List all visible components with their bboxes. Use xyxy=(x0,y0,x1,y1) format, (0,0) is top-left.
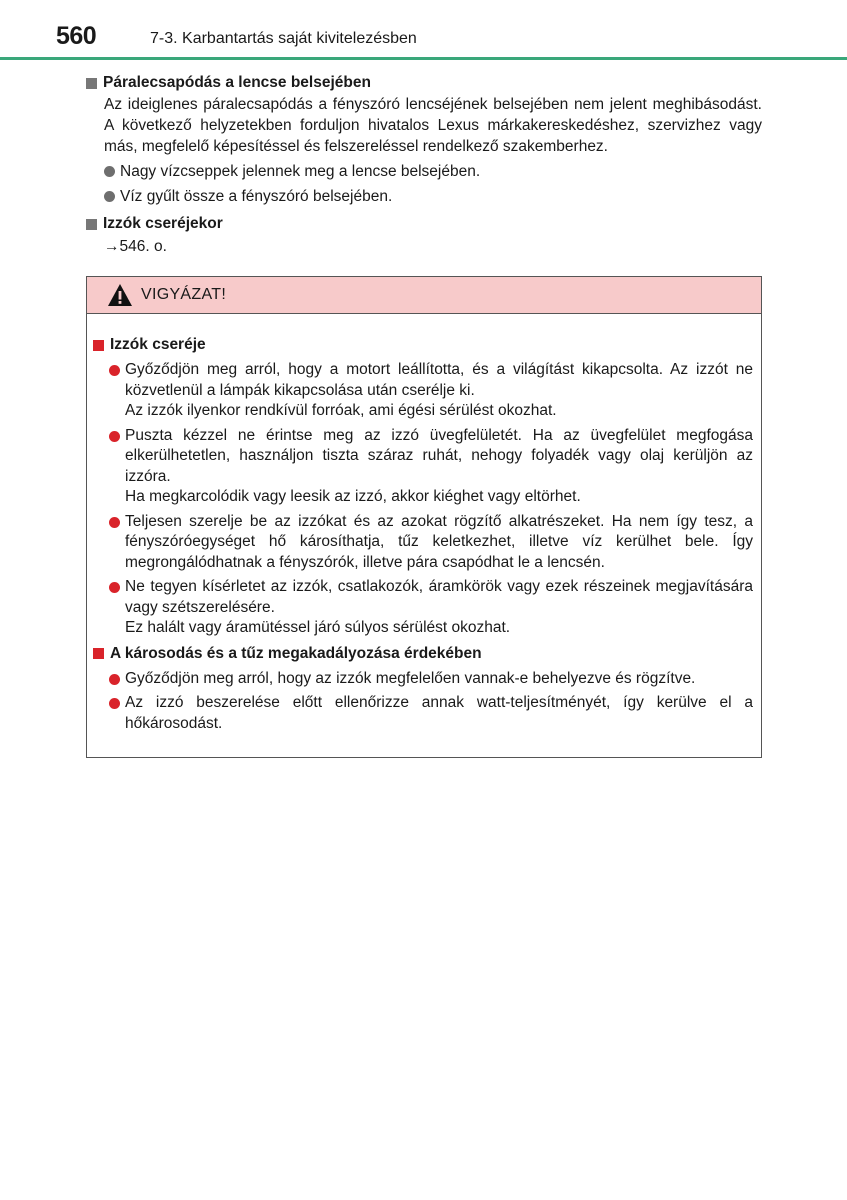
section-title: Páralecsapódás a lencse belsejében xyxy=(103,74,371,91)
red-circle-bullet-icon xyxy=(109,431,120,442)
section-title: Izzók cseréjekor xyxy=(103,215,223,232)
warning-title: VIGYÁZAT! xyxy=(141,286,227,303)
warning-item-note: Az izzók ilyenkor rendkívül forróak, ami égési sérülést okozhat. xyxy=(125,402,557,419)
warning-item xyxy=(109,512,753,574)
warning-section-heading xyxy=(93,334,753,356)
warning-header xyxy=(87,277,761,314)
warning-item xyxy=(109,426,753,508)
warning-item xyxy=(109,693,753,734)
warning-section-title: A károsodás és a tűz megakadályozása érdekében xyxy=(110,644,482,662)
warning-item-text: Az izzó beszerelése előtt ellenőrizze annak watt-teljesítményét, így kerülve el a hőkárosodást. xyxy=(125,694,753,732)
warning-box xyxy=(86,276,762,758)
main-content xyxy=(86,70,762,259)
warning-triangle-icon xyxy=(107,283,133,307)
warning-body xyxy=(87,314,761,734)
section-heading xyxy=(86,213,762,235)
warning-item-text: Puszta kézzel ne érintse meg az izzó üvegfelületét. Ha az üvegfelület megfogása elkerülhetetlen, használjon tiszta száraz ruhát, nehogy folyadék vagy olaj kerüljön az izzóra. xyxy=(125,426,753,485)
warning-item xyxy=(109,669,753,690)
warning-item-text: Győződjön meg arról, hogy az izzók megfelelően vannak-e behelyezve és rögzítve. xyxy=(125,669,696,687)
red-circle-bullet-icon xyxy=(109,674,120,685)
red-circle-bullet-icon xyxy=(109,365,120,376)
red-square-bullet-icon xyxy=(93,340,104,351)
page-number: 560 xyxy=(56,22,97,50)
warning-item-text: Teljesen szerelje be az izzókat és az azokat rögzítő alkatrészeket. Ha nem így tesz, a fényszóróegységet hő károsíthatja, tűz keletkezhet, illetve víz kerülhet bele. Így megrongálódhatnak a fényszórók, illetve pára csapódhat le a lencsén. xyxy=(125,512,753,571)
square-bullet-icon xyxy=(86,78,97,89)
section-paragraph: Az ideiglenes páralecsapódás a fényszóró lencséjének belsejében nem jelent meghibásodást. A következő helyzetekben forduljon hivatalos Lexus márkakereskedéshez, szervizhez vagy más, megfelelő képesítéssel és felszereléssel rendelkező szakemberhez. xyxy=(104,96,762,155)
red-square-bullet-icon xyxy=(93,648,104,659)
red-circle-bullet-icon xyxy=(109,582,120,593)
red-circle-bullet-icon xyxy=(109,517,120,528)
chapter-title: 7-3. Karbantartás saját kivitelezésben xyxy=(150,30,417,47)
section-heading xyxy=(86,72,762,94)
list-item-text: Nagy vízcseppek jelennek meg a lencse belsejében. xyxy=(120,163,481,180)
warning-item xyxy=(109,577,753,639)
warning-item-text: Ne tegyen kísérletet az izzók, csatlakozók, áramkörök vagy ezek részeinek megjavítására vagy szétszerelésére. xyxy=(125,578,753,616)
circle-bullet-icon xyxy=(104,166,115,177)
red-circle-bullet-icon xyxy=(109,698,120,709)
circle-bullet-icon xyxy=(104,191,115,202)
list-item xyxy=(104,186,762,207)
warning-section-title: Izzók cseréje xyxy=(110,336,206,353)
square-bullet-icon xyxy=(86,219,97,230)
warning-item xyxy=(109,360,753,422)
warning-item-text: Győződjön meg arról, hogy a motort leállította, és a világítást kikapcsolta. Az izzót ne közvetlenül a lámpák kikapcsolása után cserélje ki. xyxy=(125,361,753,399)
warning-item-note: Ez halált vagy áramütéssel járó súlyos sérülést okozhat. xyxy=(125,619,511,636)
header-rule xyxy=(0,57,847,60)
warning-item-note: Ha megkarcolódik vagy leesik az izzó, akkor kiéghet vagy eltörhet. xyxy=(125,488,581,505)
page-reference: →546. o. xyxy=(104,238,167,255)
list-item-text: Víz gyűlt össze a fényszóró belsejében. xyxy=(120,188,393,205)
warning-section-heading xyxy=(93,643,753,665)
list-item xyxy=(104,161,762,182)
page-header xyxy=(0,0,847,60)
